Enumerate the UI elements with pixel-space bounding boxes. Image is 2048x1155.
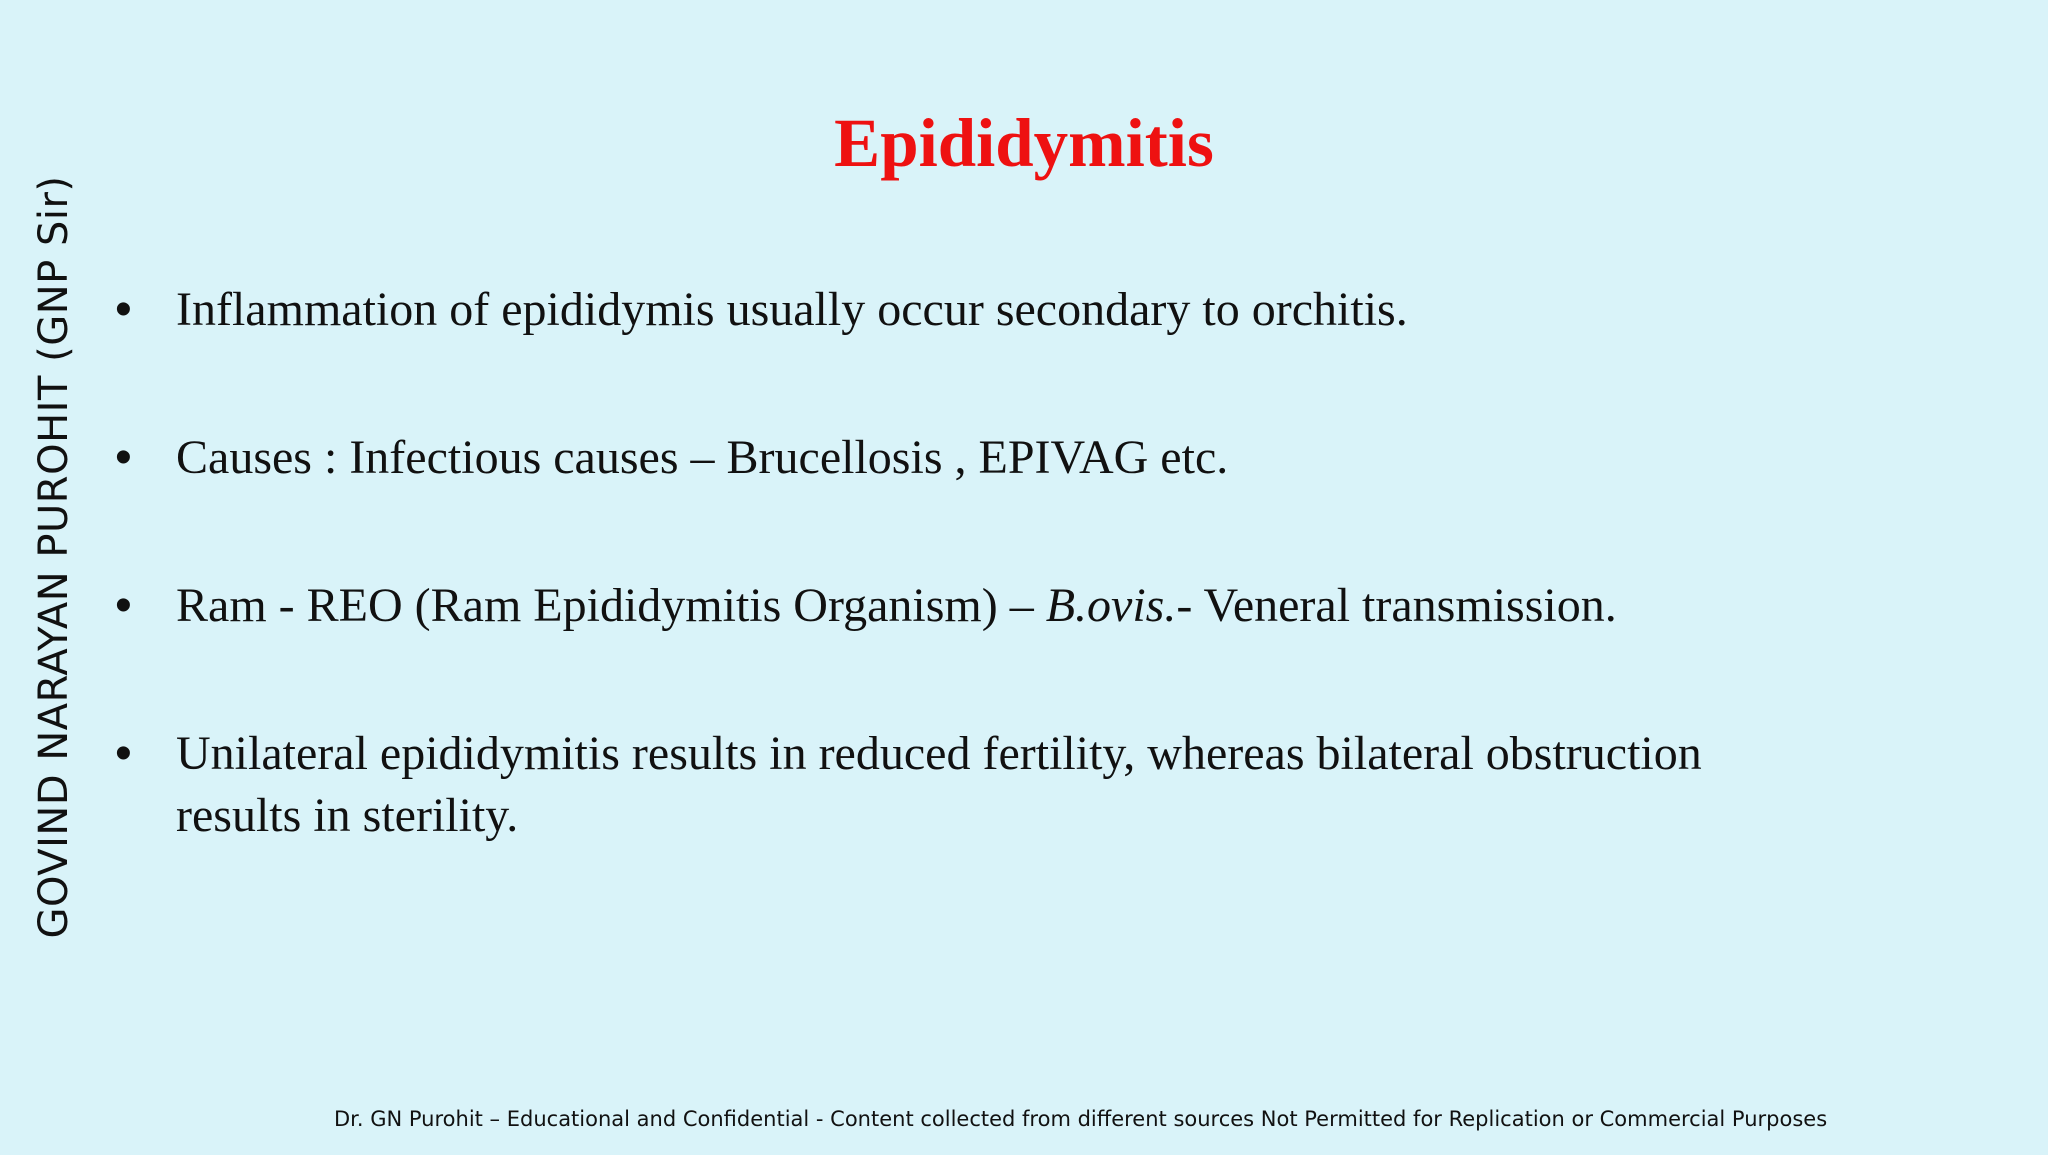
bullet-text-italic: B.ovis. bbox=[1045, 579, 1177, 632]
slide-title: Epididymitis bbox=[834, 105, 1214, 181]
bullet-text bbox=[176, 723, 1876, 847]
bullet-text-line: Unilateral epididymitis results in reduced fertility, whereas bilateral obstruction bbox=[176, 727, 1702, 780]
bullet-text-part: - Veneral transmission. bbox=[1176, 579, 1617, 632]
bullet-text-line: results in sterility. bbox=[176, 789, 519, 842]
footer-text: Dr. GN Purohit – Educational and Confidential - Content collected from different sources Not Permitted for Replication or Commercial Purposes bbox=[334, 1107, 1828, 1131]
bullet-marker: • bbox=[115, 431, 132, 484]
bullet-marker: • bbox=[115, 283, 132, 336]
bullet-text bbox=[176, 575, 1876, 637]
bullet-text: Inflammation of epididymis usually occur secondary to orchitis. bbox=[176, 283, 1408, 336]
author-side-label: GOVIND NARAYAN PUROHIT (GNP Sir) bbox=[31, 175, 77, 939]
bullet-marker: • bbox=[115, 579, 132, 632]
bullet-text-part: Ram - REO (Ram Epididymitis Organism) – bbox=[176, 579, 1046, 632]
bullet-marker: • bbox=[115, 727, 132, 780]
bullet-text: Causes : Infectious causes – Brucellosis , EPIVAG etc. bbox=[176, 431, 1229, 484]
